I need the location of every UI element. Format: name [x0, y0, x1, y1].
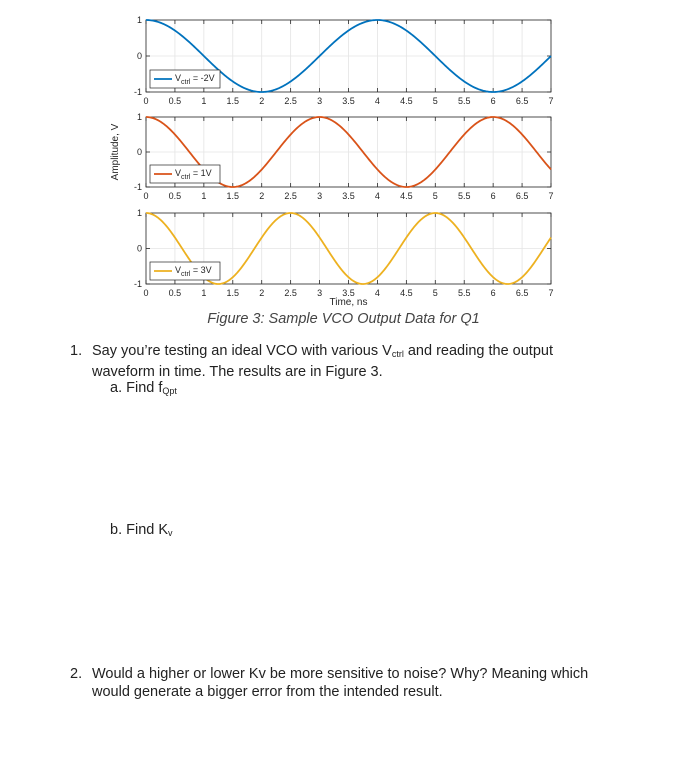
question-1: [70, 342, 670, 382]
x-tick-label: 5.5: [457, 96, 471, 106]
x-tick-label: 2: [259, 96, 265, 106]
x-tick-label: 6: [490, 191, 496, 201]
x-tick-label: 3: [317, 96, 323, 106]
y-tick-label: -1: [133, 182, 142, 192]
x-tick-label: 3.5: [342, 191, 355, 201]
legend-label: $V_{ctrl} = -2V$: [175, 73, 215, 86]
x-tick-label: 2: [259, 191, 265, 201]
x-tick-label: 0: [143, 96, 149, 106]
y-tick-label: 1: [136, 15, 142, 25]
x-tick-label: 4.5: [400, 191, 413, 201]
question-2-line2: would generate a bigger error from the intended result.: [92, 684, 443, 700]
question-1-line1-pre: Say you’re testing an ideal VCO with various V: [92, 343, 392, 359]
question-1b-prefix: b. Find K: [110, 522, 169, 538]
x-tick-label: 1.5: [226, 96, 240, 106]
question-2-text: [92, 665, 588, 701]
question-1a-sub: Qpt: [162, 386, 177, 396]
legend-label: $V_{ctrl} = 1V$: [175, 168, 212, 181]
x-tick-label: 2.5: [284, 288, 297, 298]
question-1b: [110, 522, 173, 538]
question-1-number: 1.: [70, 343, 83, 359]
question-1-line1-post: and reading the output: [403, 343, 553, 359]
x-tick-label: 6.5: [515, 96, 529, 106]
x-axis-label: Time, ns: [329, 297, 368, 308]
x-tick-label: 0: [143, 288, 149, 298]
x-tick-label: 4.5: [400, 96, 413, 106]
x-tick-label: 7: [548, 96, 554, 106]
chart-panel-1: [134, 15, 554, 106]
x-tick-label: 1: [201, 96, 207, 106]
x-tick-label: 0: [143, 191, 149, 201]
x-tick-label: 5: [432, 191, 438, 201]
x-tick-label: 3.5: [342, 96, 355, 106]
chart-panel-2: [134, 112, 554, 201]
x-tick-label: 2.5: [284, 191, 297, 201]
x-tick-label: 6: [490, 288, 496, 298]
x-tick-label: 7: [548, 191, 554, 201]
x-tick-label: 6.5: [515, 191, 529, 201]
question-2-line1: Would a higher or lower Kv be more sensitive to noise? Why? Meaning which: [92, 666, 589, 682]
question-1-line1-sub: ctrl: [391, 349, 404, 359]
question-1a-prefix: a. Find f: [110, 380, 163, 396]
x-tick-label: 2: [259, 288, 265, 298]
x-tick-label: 5: [432, 288, 438, 298]
x-tick-label: 4.5: [400, 288, 413, 298]
x-tick-label: 6: [490, 96, 496, 106]
x-tick-label: 0.5: [168, 96, 182, 106]
y-tick-label: -1: [133, 279, 142, 289]
x-tick-label: 1.5: [226, 191, 240, 201]
x-tick-label: 3: [317, 288, 323, 298]
y-axis-label: Amplitude, V: [110, 123, 121, 181]
vco-output-figure: [0, 0, 687, 310]
question-1-text: [92, 342, 553, 381]
x-tick-label: 5.5: [457, 191, 471, 201]
figure-caption: Figure 3: Sample VCO Output Data for Q1: [207, 311, 480, 327]
x-tick-label: 4: [374, 96, 380, 106]
x-tick-label: 3.5: [342, 288, 355, 298]
y-tick-label: 0: [136, 51, 142, 61]
x-tick-label: 0.5: [168, 191, 182, 201]
y-tick-label: 0: [136, 147, 142, 157]
x-tick-label: 5.5: [457, 288, 471, 298]
x-tick-label: 2.5: [284, 96, 297, 106]
legend-label: $V_{ctrl} = 3V$: [175, 265, 212, 278]
y-tick-label: -1: [133, 87, 142, 97]
y-tick-label: 0: [136, 243, 142, 254]
x-tick-label: 1: [201, 191, 207, 201]
question-1-line2: waveform in time. The results are in Figure 3.: [92, 364, 383, 380]
x-tick-label: 0.5: [168, 288, 182, 298]
x-tick-label: 3: [317, 191, 323, 201]
x-tick-label: 6.5: [515, 288, 529, 298]
x-tick-label: 7: [548, 288, 554, 298]
question-2: [70, 665, 670, 705]
x-tick-label: 4: [374, 288, 380, 298]
chart-panel-3: [134, 208, 554, 298]
y-tick-label: 1: [136, 208, 142, 218]
x-tick-label: 5: [432, 96, 438, 106]
x-tick-label: 1: [201, 288, 207, 298]
question-2-number: 2.: [70, 666, 83, 682]
x-tick-label: 1.5: [226, 288, 240, 298]
y-tick-label: 1: [136, 112, 142, 122]
question-1b-sub: v: [168, 528, 173, 538]
question-1a: [110, 380, 177, 396]
x-tick-label: 4: [374, 191, 380, 201]
